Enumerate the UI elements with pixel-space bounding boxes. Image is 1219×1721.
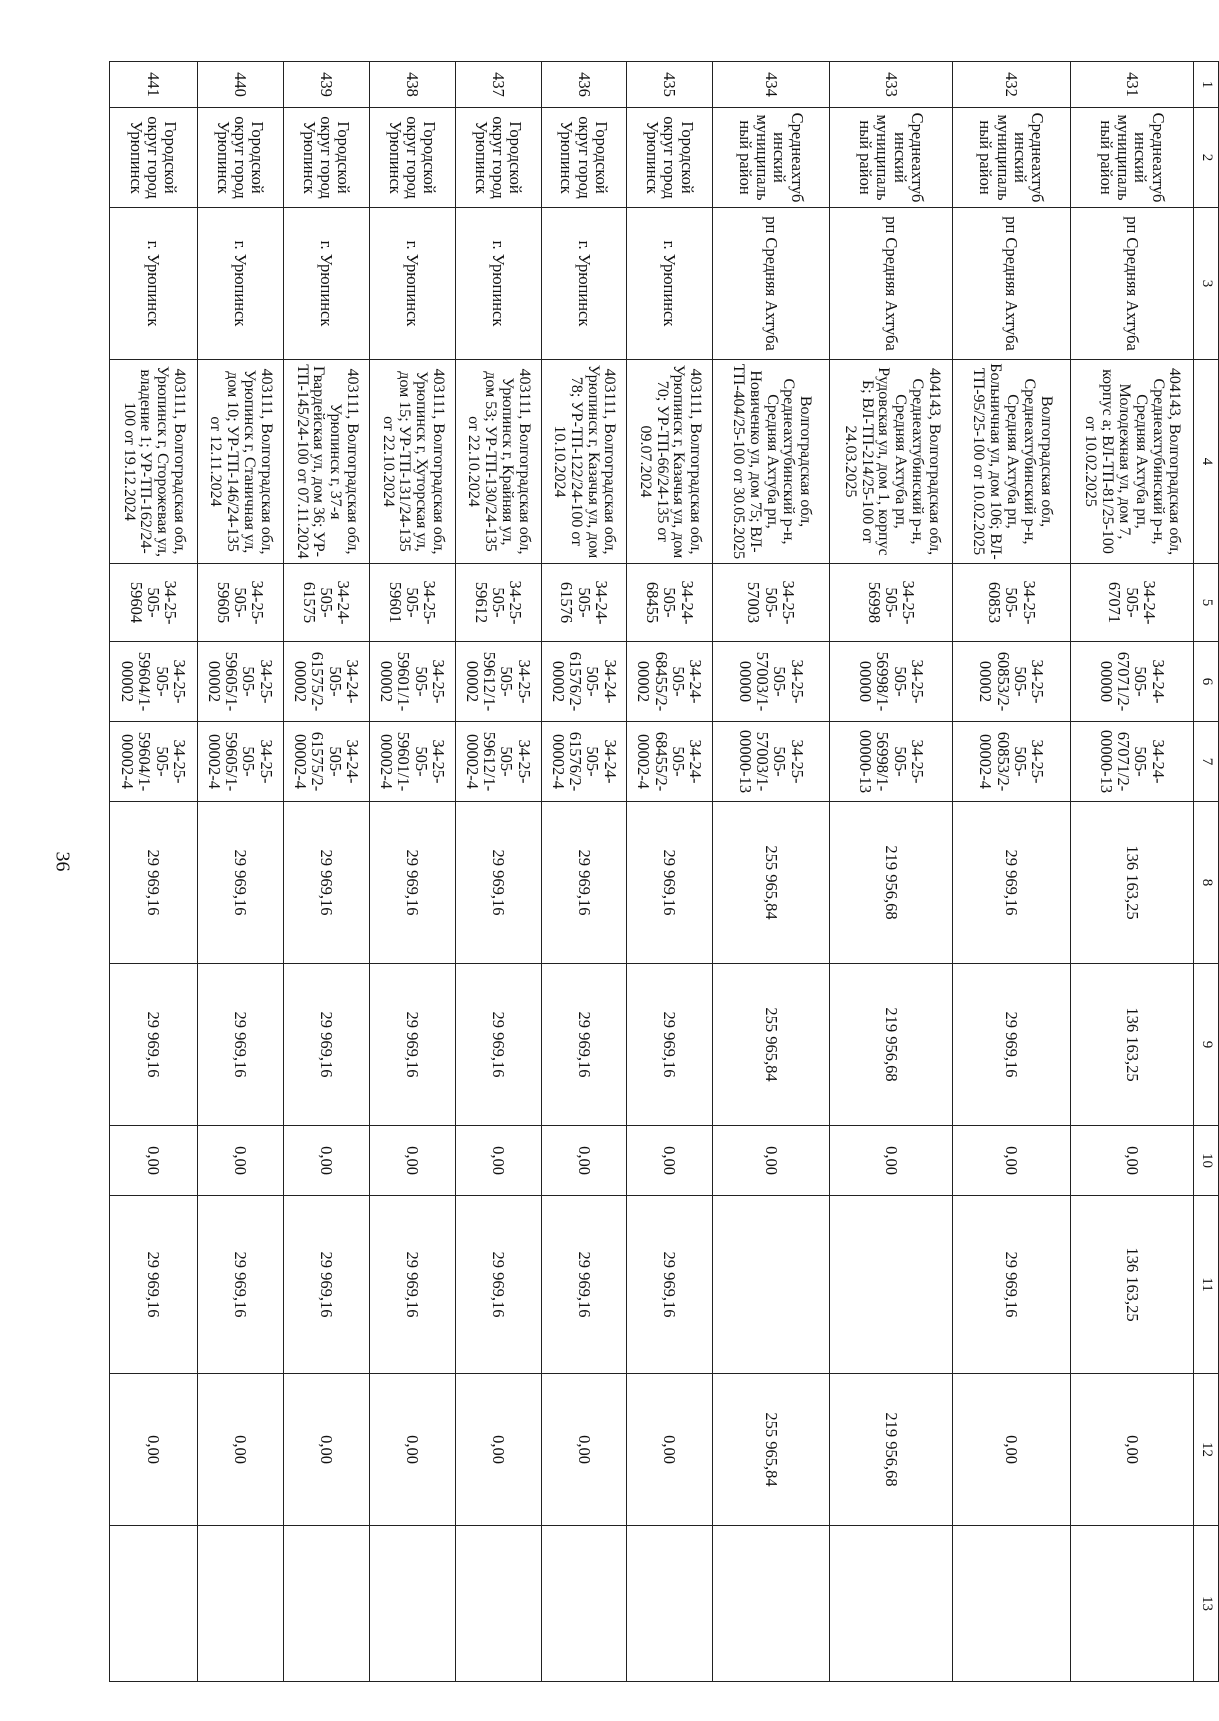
amount-9-cell: 29 969,16 [110,964,198,1126]
amount-12-cell: 0,00 [953,1374,1070,1526]
amount-12-cell: 0,00 [370,1374,456,1526]
municipality-cell: Городской округ город Урюпинск [283,108,370,208]
col-num-8: 8 [1194,802,1219,964]
municipality-cell: Среднеахтубинский муниципальный район [953,108,1070,208]
id-cell: 34-25-505-57003/1-00000 [712,642,829,722]
amount-9-cell: 29 969,16 [953,964,1070,1126]
row-number: 434 [712,62,829,108]
amount-10-cell: 0,00 [830,1126,953,1196]
address-cell: 404143, Волгоградская обл, Среднеахтубинский р-н, Средняя Ахтуба рп, Молодежная ул, дом 7, корпус а; ВЛ-ТП-81/25-100 от 10.02.2025 [1070,360,1193,564]
amount-11-cell: 29 969,16 [627,1196,713,1374]
table-row [541,62,627,1682]
col-num-9: 9 [1194,964,1219,1126]
full-id-cell: 34-25-505-60853/2-00002-4 [953,722,1070,802]
note-cell [953,1526,1070,1682]
amount-9-cell: 29 969,16 [283,964,370,1126]
col-num-5: 5 [1194,564,1219,642]
col-num-4: 4 [1194,360,1219,564]
id-cell: 34-25-505-60853/2-00002 [953,642,1070,722]
amount-12-cell: 219 956,68 [830,1374,953,1526]
amount-10-cell: 0,00 [541,1126,627,1196]
col-num-2: 2 [1194,108,1219,208]
table-row [1070,62,1193,1682]
amount-10-cell: 0,00 [370,1126,456,1196]
amount-8-cell: 29 969,16 [953,802,1070,964]
code-cell: 34-24-505-61576 [541,564,627,642]
amount-8-cell: 219 956,68 [830,802,953,964]
amount-8-cell: 29 969,16 [541,802,627,964]
amount-11-cell: 29 969,16 [197,1196,283,1374]
code-cell: 34-25-505-59601 [370,564,456,642]
id-cell: 34-25-505-59612/1-00002 [455,642,541,722]
amount-10-cell: 0,00 [627,1126,713,1196]
address-cell: 403111, Волгоградская обл, Урюпинск г, Крайняя ул, дом 53; УР-ТП-130/24-135 от 22.10.2024 [455,360,541,564]
settlement-cell: г. Урюпинск [197,208,283,360]
settlement-cell: рп Средняя Ахтуба [953,208,1070,360]
note-cell [283,1526,370,1682]
table-row [627,62,713,1682]
settlement-cell: г. Урюпинск [370,208,456,360]
code-cell: 34-24-505-67071 [1070,564,1193,642]
col-num-13: 13 [1194,1526,1219,1682]
note-cell [712,1526,829,1682]
address-cell: 403111, Волгоградская обл, Урюпинск г, Казачья ул, дом 70; УР-ТП-66/24-135 от 09.07.2024 [627,360,713,564]
table-row [110,62,198,1682]
col-num-3: 3 [1194,208,1219,360]
id-cell: 34-25-505-59605/1-00002 [197,642,283,722]
municipality-cell: Городской округ город Урюпинск [455,108,541,208]
amount-9-cell: 29 969,16 [197,964,283,1126]
amount-12-cell: 0,00 [627,1374,713,1526]
col-num-11: 11 [1194,1196,1219,1374]
amount-10-cell: 0,00 [712,1126,829,1196]
note-cell [830,1526,953,1682]
settlement-cell: рп Средняя Ахтуба [830,208,953,360]
amount-10-cell: 0,00 [197,1126,283,1196]
amount-12-cell: 0,00 [541,1374,627,1526]
note-cell [455,1526,541,1682]
note-cell [1070,1526,1193,1682]
id-cell: 34-25-505-56998/1-00000 [830,642,953,722]
amount-9-cell: 29 969,16 [370,964,456,1126]
amount-12-cell: 0,00 [110,1374,198,1526]
table-row [953,62,1070,1682]
amount-9-cell: 255 965,84 [712,964,829,1126]
amount-8-cell: 136 163,25 [1070,802,1193,964]
amount-9-cell: 219 956,68 [830,964,953,1126]
amount-11-cell [712,1196,829,1374]
amount-12-cell: 255 965,84 [712,1374,829,1526]
id-cell: 34-25-505-59604/1-00002 [110,642,198,722]
full-id-cell: 34-24-505-61575/2-00002-4 [283,722,370,802]
amount-12-cell: 0,00 [283,1374,370,1526]
row-number: 440 [197,62,283,108]
amount-8-cell: 29 969,16 [283,802,370,964]
amount-12-cell: 0,00 [455,1374,541,1526]
row-number: 441 [110,62,198,108]
col-num-6: 6 [1194,642,1219,722]
id-cell: 34-24-505-61575/2-00002 [283,642,370,722]
amount-10-cell: 0,00 [110,1126,198,1196]
municipality-cell: Среднеахтубинский муниципальный район [830,108,953,208]
amount-11-cell: 29 969,16 [541,1196,627,1374]
amount-11-cell: 29 969,16 [455,1196,541,1374]
note-cell [541,1526,627,1682]
id-cell: 34-24-505-67071/2-00000 [1070,642,1193,722]
amount-11-cell: 29 969,16 [283,1196,370,1374]
id-cell: 34-24-505-61576/2-00002 [541,642,627,722]
full-id-cell: 34-25-505-57003/1-00000-13 [712,722,829,802]
amount-9-cell: 29 969,16 [455,964,541,1126]
id-cell: 34-25-505-59601/1-00002 [370,642,456,722]
full-id-cell: 34-25-505-56998/1-00000-13 [830,722,953,802]
table-row [370,62,456,1682]
amount-11-cell: 136 163,25 [1070,1196,1193,1374]
amount-8-cell: 255 965,84 [712,802,829,964]
row-number: 432 [953,62,1070,108]
code-cell: 34-25-505-57003 [712,564,829,642]
settlement-cell: рп Средняя Ахтуба [1070,208,1193,360]
settlement-cell: г. Урюпинск [627,208,713,360]
col-num-7: 7 [1194,722,1219,802]
address-cell: 404143, Волгоградская обл, Среднеахтубинский р-н, Средняя Ахтуба рп, Рудовская ул, дом 1, корпус Б; ВЛ-ТП-214/25-100 от 24.03.2025 [830,360,953,564]
amount-8-cell: 29 969,16 [455,802,541,964]
rotated-table-wrapper [109,61,1219,1681]
municipality-cell: Среднеахтубинский муниципальный район [1070,108,1193,208]
amount-9-cell: 136 163,25 [1070,964,1193,1126]
table-row [830,62,953,1682]
amount-10-cell: 0,00 [1070,1126,1193,1196]
address-cell: Волгоградская обл, Среднеахтубинский р-н, Средняя Ахтуба рп, Больничная ул, дом 106; ВЛ-ТП-95/25-100 от 10.02.2025 [953,360,1070,564]
amount-9-cell: 29 969,16 [627,964,713,1126]
settlement-cell: г. Урюпинск [283,208,370,360]
note-cell [197,1526,283,1682]
col-num-10: 10 [1194,1126,1219,1196]
note-cell [627,1526,713,1682]
address-cell: 403111, Волгоградская обл, Урюпинск г, Казачья ул, дом 78; УР-ТП-122/24-100 от 10.10.2024 [541,360,627,564]
address-cell: 403111, Волгоградская обл, Урюпинск г, Станичная ул, дом 10; УР-ТП-146/24-135 от 12.11.2024 [197,360,283,564]
amount-8-cell: 29 969,16 [627,802,713,964]
municipality-cell: Городской округ город Урюпинск [541,108,627,208]
amount-10-cell: 0,00 [455,1126,541,1196]
row-number: 433 [830,62,953,108]
full-id-cell: 34-24-505-61576/2-00002-4 [541,722,627,802]
municipality-cell: Городской округ город Урюпинск [197,108,283,208]
row-number: 431 [1070,62,1193,108]
full-id-cell: 34-25-505-59612/1-00002-4 [455,722,541,802]
code-cell: 34-25-505-60853 [953,564,1070,642]
id-cell: 34-24-505-68455/2-00002 [627,642,713,722]
address-cell: 403111, Волгоградская обл, Урюпинск г, Хуторская ул, дом 15; УР-ТП-131/24-135 от 22.10.2024 [370,360,456,564]
row-number: 438 [370,62,456,108]
amount-10-cell: 0,00 [953,1126,1070,1196]
amount-9-cell: 29 969,16 [541,964,627,1126]
amount-11-cell [830,1196,953,1374]
code-cell: 34-25-505-56998 [830,564,953,642]
municipality-cell: Городской округ город Урюпинск [627,108,713,208]
column-number-row [1194,62,1219,1682]
amount-12-cell: 0,00 [197,1374,283,1526]
municipality-cell: Среднеахтубинский муниципальный район [712,108,829,208]
page-number: 36 [51,851,74,872]
amount-10-cell: 0,00 [283,1126,370,1196]
full-id-cell: 34-24-505-68455/2-00002-4 [627,722,713,802]
col-num-12: 12 [1194,1374,1219,1526]
full-id-cell: 34-25-505-59601/1-00002-4 [370,722,456,802]
address-cell: Волгоградская обл, Среднеахтубинский р-н, Средняя Ахтуба рп, Новиченко ул, дом 75; ВЛ-ТП-404/25-100 от 30.05.2025 [712,360,829,564]
full-id-cell: 34-25-505-59604/1-00002-4 [110,722,198,802]
amount-11-cell: 29 969,16 [953,1196,1070,1374]
code-cell: 34-25-505-59605 [197,564,283,642]
amount-8-cell: 29 969,16 [197,802,283,964]
row-number: 437 [455,62,541,108]
table-row [197,62,283,1682]
full-id-cell: 34-25-505-59605/1-00002-4 [197,722,283,802]
note-cell [370,1526,456,1682]
amount-11-cell: 29 969,16 [110,1196,198,1374]
col-num-1: 1 [1194,62,1219,108]
amount-8-cell: 29 969,16 [370,802,456,964]
settlement-cell: г. Урюпинск [110,208,198,360]
code-cell: 34-25-505-59604 [110,564,198,642]
address-cell: 403111, Волгоградская обл, Урюпинск г, 37-я Гвардейская ул, дом 36; УР-ТП-145/24-100 от 07.11.2024 [283,360,370,564]
registry-table [109,61,1219,1682]
address-cell: 403111, Волгоградская обл, Урюпинск г, Сторожевая ул, владение 1; УР-ТП-162/24-100 от 19.12.2024 [110,360,198,564]
settlement-cell: г. Урюпинск [541,208,627,360]
amount-11-cell: 29 969,16 [370,1196,456,1374]
municipality-cell: Городской округ город Урюпинск [370,108,456,208]
table-row [712,62,829,1682]
full-id-cell: 34-24-505-67071/2-00000-13 [1070,722,1193,802]
row-number: 439 [283,62,370,108]
row-number: 435 [627,62,713,108]
amount-12-cell: 0,00 [1070,1374,1193,1526]
settlement-cell: рп Средняя Ахтуба [712,208,829,360]
code-cell: 34-25-505-59612 [455,564,541,642]
note-cell [110,1526,198,1682]
settlement-cell: г. Урюпинск [455,208,541,360]
table-body [110,62,1194,1682]
table-row [283,62,370,1682]
municipality-cell: Городской округ город Урюпинск [110,108,198,208]
row-number: 436 [541,62,627,108]
code-cell: 34-24-505-68455 [627,564,713,642]
amount-8-cell: 29 969,16 [110,802,198,964]
code-cell: 34-24-505-61575 [283,564,370,642]
table-row [455,62,541,1682]
